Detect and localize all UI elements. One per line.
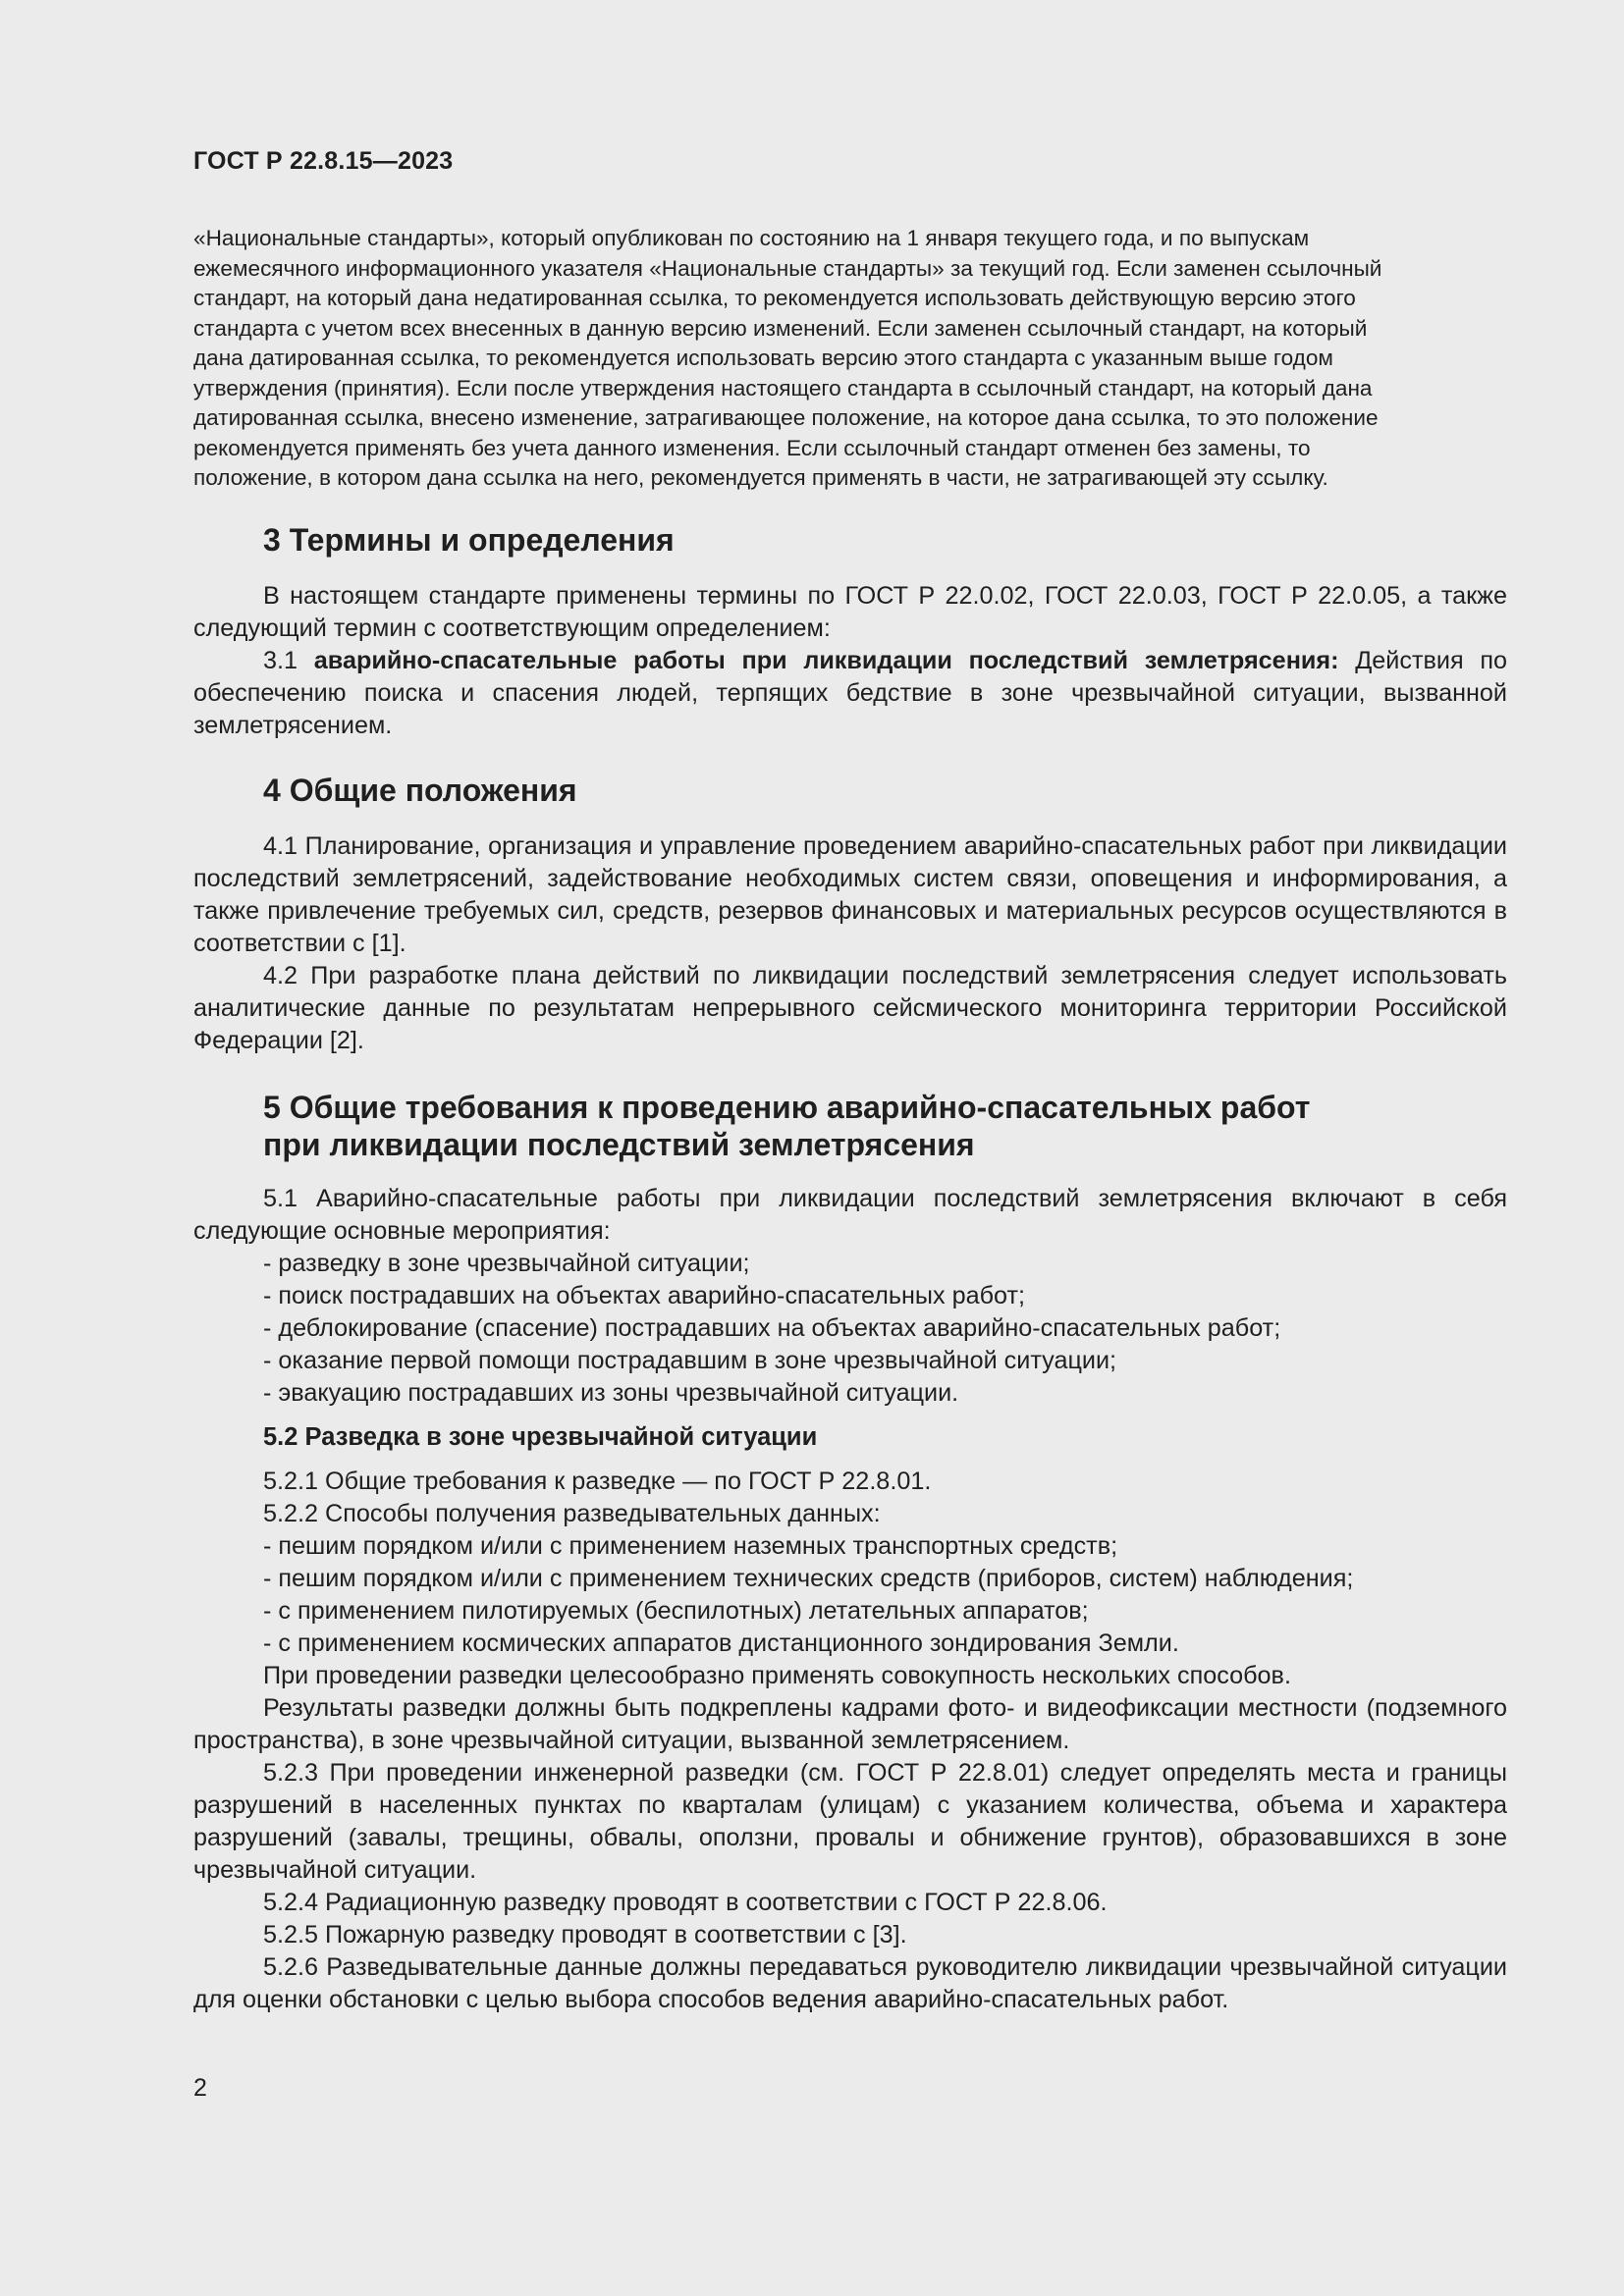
intro-line: ежемесячного информационного указателя «Национальные стандарты» за текущий год. Если заменен ссылочный [193,255,1382,281]
list-item: - эвакуацию пострадавших из зоны чрезвычайной ситуации. [263,1378,959,1407]
list-item: - деблокирование (спасение) пострадавших на объектах аварийно-спасательных работ; [263,1313,1281,1342]
intro-line: датированная ссылка, внесено изменение, затрагивающее положение, на которое дана ссылка, то это положение [193,405,1379,430]
section-3-body [193,580,1507,742]
clause-5-2-2: 5.2.2 Способы получения разведывательных данных: [263,1499,881,1527]
term-definition: Действия по обеспечению поиска и спасения людей, терпящих бедствие в зоне чрезвычайной ситуации, вызванной землетрясением. [193,646,1508,739]
term-number: 3.1 [263,646,314,674]
intro-line: «Национальные стандарты», который опубликован по состоянию на 1 января текущего года, и по выпускам [193,226,1310,250]
clause-5-1: 5.1 Аварийно-спасательные работы при ликвидации последствий землетрясения включают в себя следующие основные мероприятия: [193,1184,1507,1245]
list-item: - с применением космических аппаратов дистанционного зондирования Земли. [263,1629,1179,1657]
section-4-body [193,830,1507,1057]
clause-4-1: 4.1 Планирование, организация и управление проведением аварийно-спасательных работ при ликвидации последствий землетрясений, задействование необходимых систем связи, оповещения и информирования, а также привлечение требуемых сил, средств, резервов финансовых и материальных ресурсов осуществляются в соответствии с [1]. [193,831,1507,957]
document-body [193,224,1507,2016]
list-item: - разведку в зоне чрезвычайной ситуации; [263,1249,750,1277]
clause-5-2-3: 5.2.3 При проведении инженерной разведки (см. ГОСТ Р 22.8.01) следует определять места и границы разрушений в населенных пунктах по кварталам (улицам) с указанием количества, объема и характера разрушений (завалы, трещины, обвалы, оползни, провалы и обнижение грунтов), образовавшихся в зоне чрезвычайной ситуации. [193,1758,1507,1884]
section-3-intro: В настоящем стандарте применены термины по ГОСТ Р 22.0.02, ГОСТ 22.0.03, ГОСТ Р 22.0.05, а также следующий термин с соответствующим определением: [193,581,1507,642]
section-5-title-line: 5 Общие требования к проведению аварийно-спасательных работ [263,1089,1311,1125]
list-item: - оказание первой помощи пострадавшим в зоне чрезвычайной ситуации; [263,1346,1117,1374]
clause-5-2-5: 5.2.5 Пожарную разведку проводят в соответствии с [3]. [263,1920,907,1949]
section-5-body [193,1183,1507,2016]
list-item: - поиск пострадавших на объектах аварийно-спасательных работ; [263,1281,1026,1309]
term-name: аварийно-спасательные работы при ликвидации последствий землетрясения: [313,646,1339,674]
section-3-title: 3 Термины и определения [263,521,675,558]
intro-line: стандарт, на который дана недатированная ссылка, то рекомендуется использовать действующую версию этого [193,286,1356,310]
list-item: - пешим порядком и/или с применением технических средств (приборов, систем) наблюдения; [263,1564,1354,1592]
clause-5-2-4: 5.2.4 Радиационную разведку проводят в соответствии с ГОСТ Р 22.8.06. [263,1888,1108,1916]
section-5-title [193,1089,1507,1163]
paragraph-results: Результаты разведки должны быть подкреплены кадрами фото- и видеофиксации местности (подземного пространства), в зоне чрезвычайной ситуации, вызванной землетрясением. [193,1693,1507,1754]
document-header: ГОСТ Р 22.8.15—2023 [193,147,454,175]
intro-paragraph [193,224,1507,494]
intro-line: стандарта с учетом всех внесенных в данную версию изменений. Если заменен ссылочный стандарт, на который [193,315,1368,341]
section-4-title: 4 Общие положения [263,772,577,808]
list-item: - с применением пилотируемых (беспилотных) летательных аппаратов; [263,1596,1089,1625]
term-3-1 [193,645,1507,742]
intro-line: утверждения (принятия). Если после утверждения настоящего стандарта в ссылочный стандарт, на который дана [193,375,1373,400]
section-5-title-line: при ликвидации последствий землетрясения [263,1126,975,1162]
clause-4-2: 4.2 При разработке плана действий по ликвидации последствий землетрясения следует использовать аналитические данные по результатам непрерывного сейсмического мониторинга территории Российской Федерации [2]. [193,961,1507,1054]
intro-line: рекомендуется применять без учета данного изменения. Если ссылочный стандарт отменен без замены, то [193,435,1311,460]
paragraph-methods: При проведении разведки целесообразно применять совокупность нескольких способов. [263,1661,1291,1689]
list-item: - пешим порядком и/или с применением наземных транспортных средств; [263,1531,1118,1560]
clause-5-2-6: 5.2.6 Разведывательные данные должны передаваться руководителю ликвидации чрезвычайной ситуации для оценки обстановки с целью выбора способов ведения аварийно-спасательных работ. [193,1952,1507,2013]
page-number: 2 [193,2074,207,2102]
subsection-5-2-title: 5.2 Разведка в зоне чрезвычайной ситуации [263,1422,818,1451]
intro-line: положение, в котором дана ссылка на него, рекомендуется применять в части, не затрагивающей эту ссылку. [193,465,1328,490]
clause-5-2-1: 5.2.1 Общие требования к разведке — по ГОСТ Р 22.8.01. [263,1467,932,1495]
intro-line: дана датированная ссылка, то рекомендуется использовать версию этого стандарта с указанным выше годом [193,346,1333,370]
